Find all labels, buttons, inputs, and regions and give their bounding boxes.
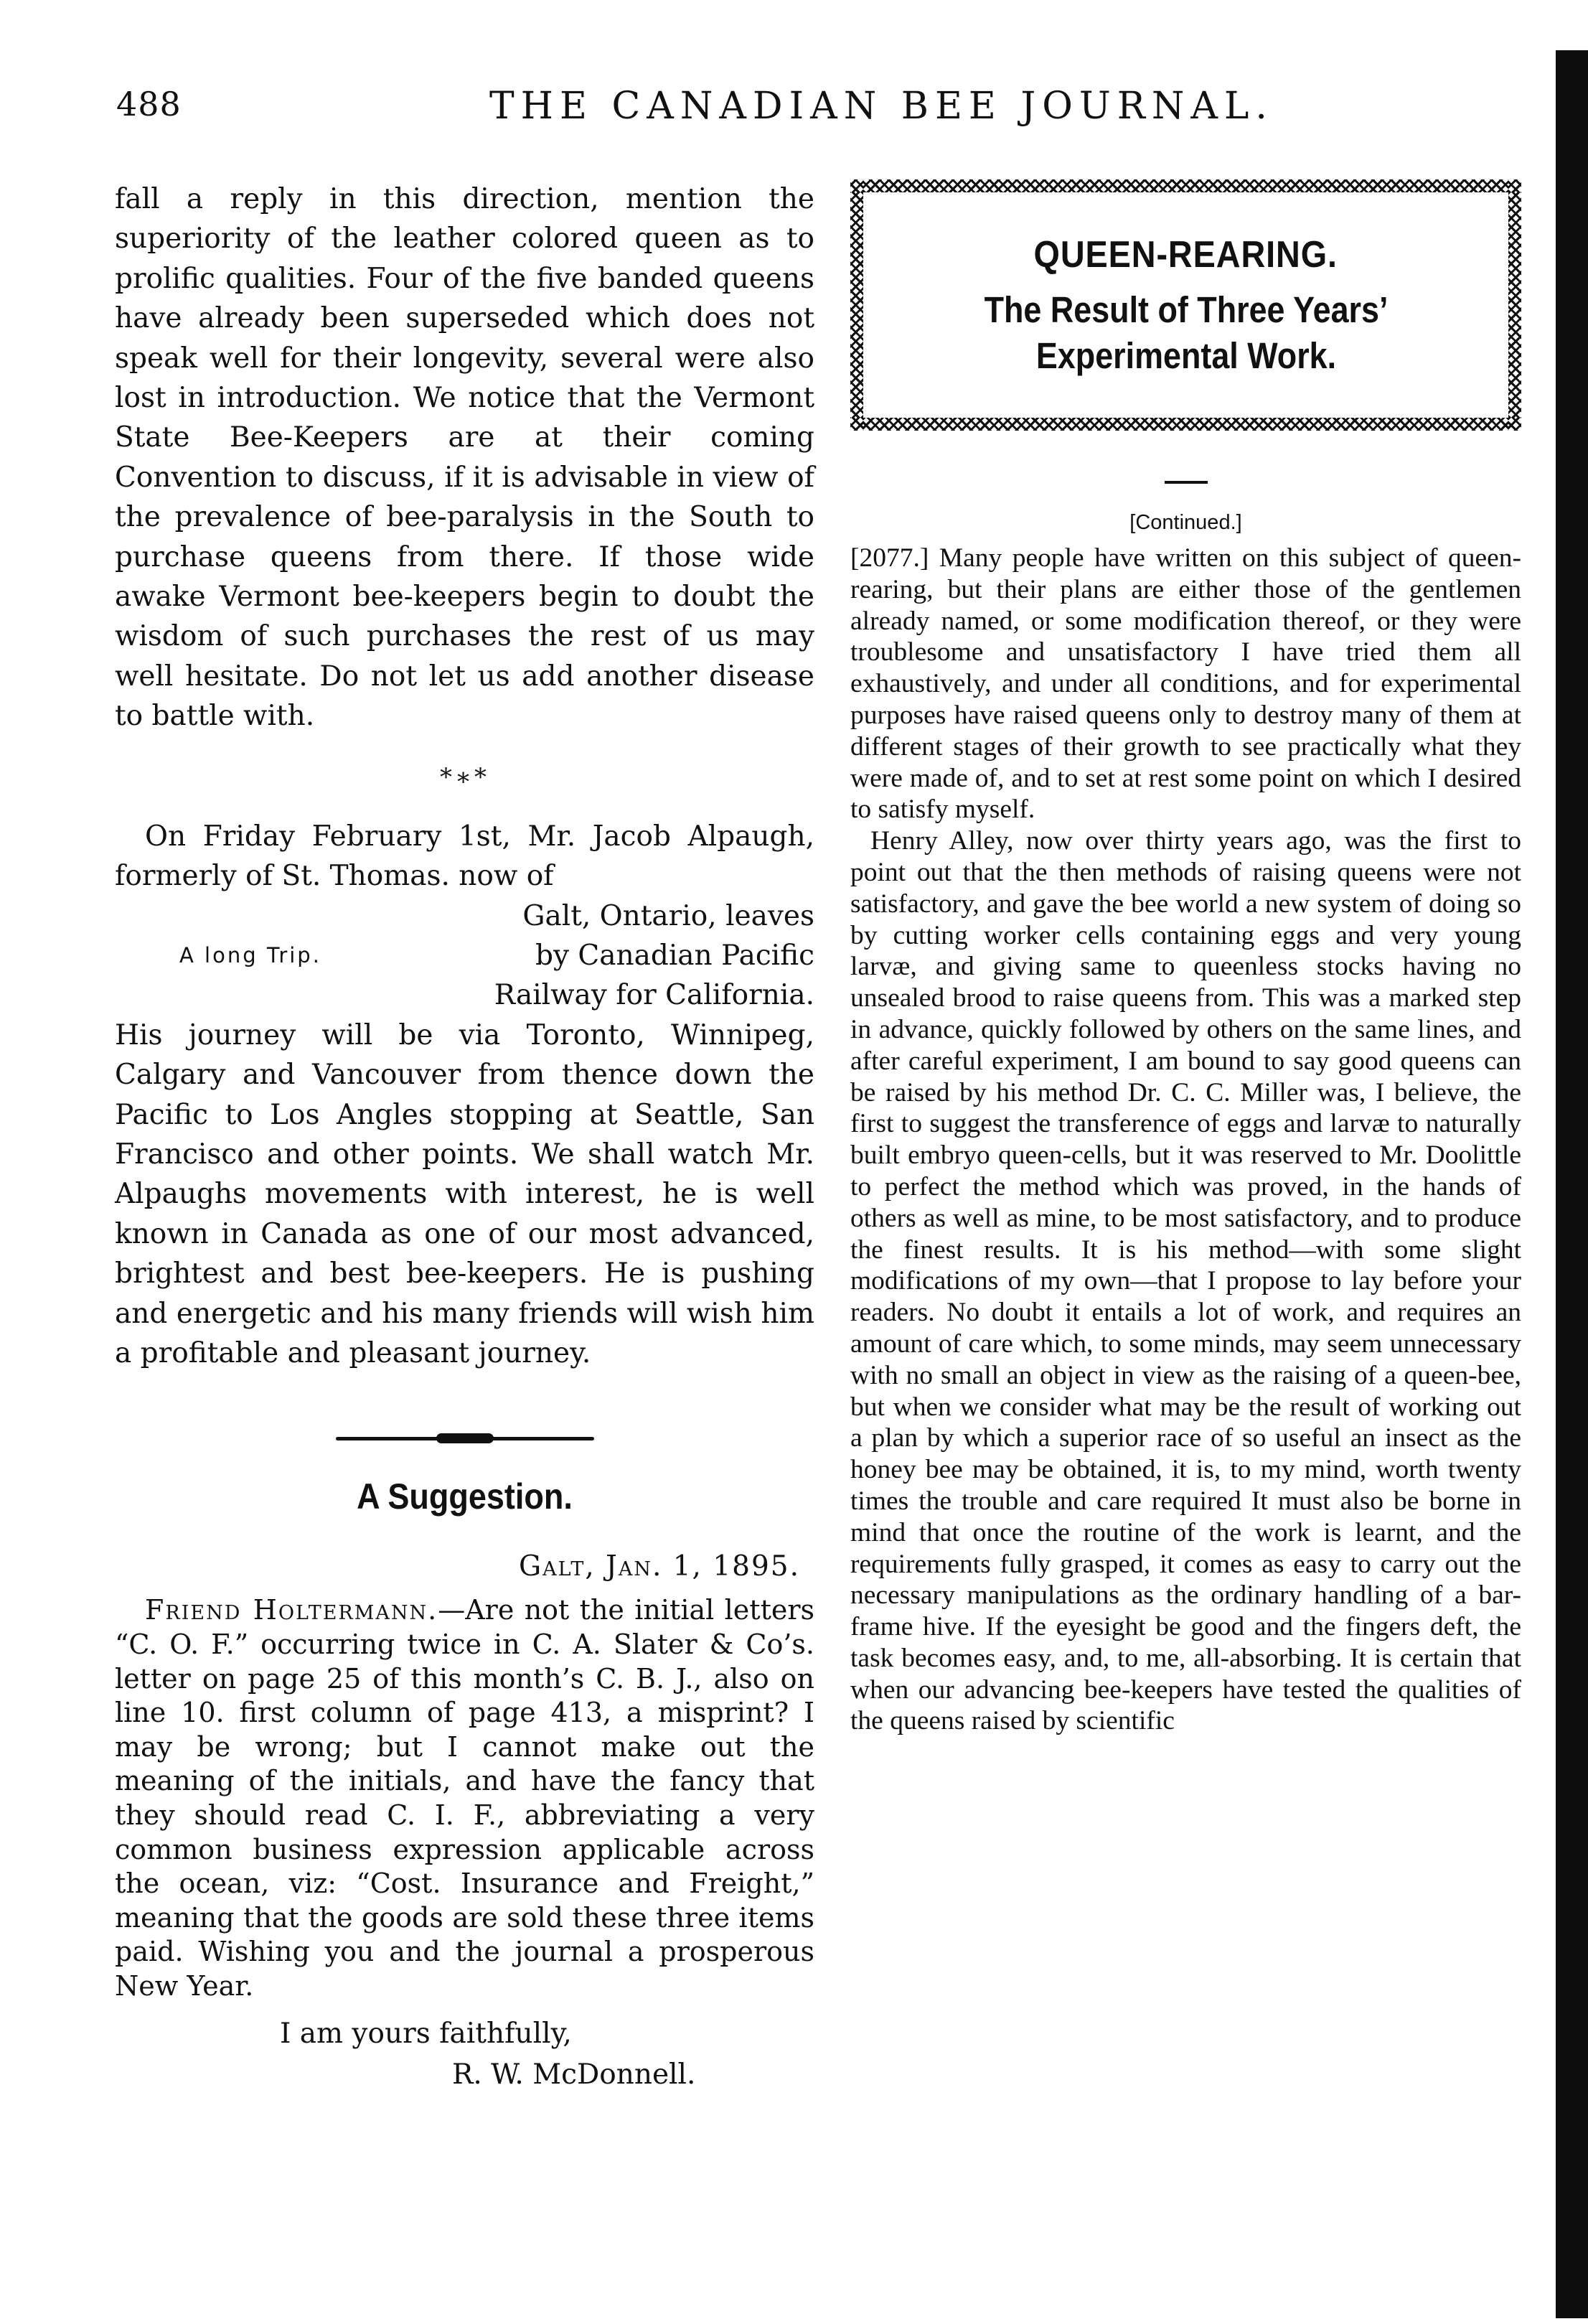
article-subtitle: The Result of Three Years’ Experimental Work. <box>984 289 1388 376</box>
sidenote-line <box>115 936 814 975</box>
sidenote-line <box>115 896 814 936</box>
scan-edge-shadow <box>1556 50 1588 2318</box>
rule-knot <box>436 1433 494 1443</box>
letter-salutation: Friend Holtermann. <box>145 1594 438 1626</box>
paragraph-trip-lead: On Friday February 1st, Mr. Jacob Alpaugh, formerly of St. Thomas. now of <box>115 820 814 893</box>
ornamental-rule <box>336 1430 594 1446</box>
running-title: THE CANADIAN BEE JOURNAL. <box>489 85 1274 128</box>
sidenote-text-line-1: Galt, Ontario, leaves <box>522 899 814 932</box>
asterism-divider: *∗* <box>439 762 490 792</box>
sidenote-label: A long Trip. <box>179 942 321 967</box>
article-title: QUEEN-REARING. <box>1033 234 1338 276</box>
right-column <box>850 179 1521 1737</box>
article-paragraph-1: [2077.] Many people have written on this subject of queen-rearing, but their plans are either those of the gentlemen already named, or some modification thereof, or they were troublesome and unsatisfactory I have tried them all exhaustively, and under all conditions, and for experimental purposes have raised queens only to destroy many of them at different stages of their growth to see practically what they were made of, and to set at rest some point on which I desired to satisfy myself. <box>850 543 1521 825</box>
letter-signature: R. W. McDonnell. <box>452 2058 696 2091</box>
sidenote-block <box>115 896 814 1016</box>
letter-body <box>115 1593 814 2003</box>
paragraph-queens: fall a reply in this direction, mention the superiority of the leather colored queen as to prolific qualities. Four of the five banded queens have already been superseded which does not speak well for their longevity, several were also lost in introduction. We notice that the Vermont State Bee-Keepers are at their coming Convention to discuss, if it is advisable in view of the prevalence of bee-paralysis in the South to purchase queens from there. If those wide awake Vermont bee-keepers begin to doubt the wisdom of such purchases the rest of us may well hesitate. Do not let us add another disease to battle with. <box>115 183 814 733</box>
title-box-inner <box>863 192 1508 418</box>
running-header <box>116 85 1480 142</box>
section-heading-suggestion: A Suggestion. <box>357 1476 573 1517</box>
continued-note: [Continued.] <box>1129 511 1242 534</box>
letter-dateline: Galt, Jan. 1, 1895. <box>519 1550 800 1583</box>
left-column <box>115 179 814 2094</box>
short-rule <box>1165 481 1208 484</box>
page-number: 488 <box>116 85 182 123</box>
letter-text: —Are not the initial letters “C. O. F.” occurring twice in C. A. Slater & Co’s. letter on page 25 of this month’s C. B. J., also on line 10. first column of page 413, a misprint? I may be wrong; but I cannot make out the meaning of the initials, and have the fancy that they should read C. I. F., abbreviating a very common business expression applicable across the ocean, viz: “Cost. Insurance and Freight,” meaning that the goods are sold these three items paid. Wishing you and the journal a prosperous New Year. <box>115 1594 814 2002</box>
sidenote-text-line-3: Railway for California. <box>494 979 814 1012</box>
paragraph-trip-rest: His journey will be via Toronto, Winnipeg, Calgary and Vancouver from thence down the Pacific to Los Angles stopping at Seattle, San Francisco and other points. We shall watch Mr. Alpaughs movements with interest, he is well known in Canada as one of our most advanced, brightest and best bee-keepers. He is pushing and energetic and his many friends will wish him a profitable and pleasant journey. <box>115 1018 814 1369</box>
sidenote-text-line-2: by Canadian Pacific <box>535 939 814 972</box>
letter-closing: I am yours faithfully, <box>280 2017 572 2050</box>
sidenote-line <box>115 975 814 1015</box>
article-paragraph-2: Henry Alley, now over thirty years ago, was the first to point out that the then methods of raising queens were not satisfactory, and gave the bee world a new system of doing so by cutting worker cells containing eggs and very young larvæ, and giving same to queenless stocks having no unsealed brood to raise queens from. This was a marked step in advance, quickly followed by others on the same lines, and after careful experiment, I am bound to say good queens can be raised by his method Dr. C. C. Miller was, I believe, the first to suggest the transference of eggs and larvæ to naturally built embryo queen-cells, but it was reserved to Mr. Doolittle to perfect the method which was proved, in the hands of others as well as mine, to be most satisfactory, and to produce the finest results. It is his method—with some slight modifications of my own—that I propose to lay before your readers. No doubt it entails a lot of work, and requires an amount of care which, to some minds, may seem unnecessary with no small an object in view as the raising of a queen-bee, but when we consider what may be the result of working out a plan by which a superior race of so useful an insect as the honey bee may be obtained, it is, to my mind, worth twenty times the trouble and care required It must also be borne in mind that once the routine of the work is learnt, and the requirements fully grasped, it comes as easy to carry out the necessary manipulations as the ordinary handling of a bar-frame hive. If the eyesight be good and the fingers deft, the task becomes easy, and, to me, all-absorbing. It is certain that when our advancing bee-keepers have tested the qualities of the queens raised by scientific <box>850 826 1521 1736</box>
article-title-box <box>850 179 1521 431</box>
